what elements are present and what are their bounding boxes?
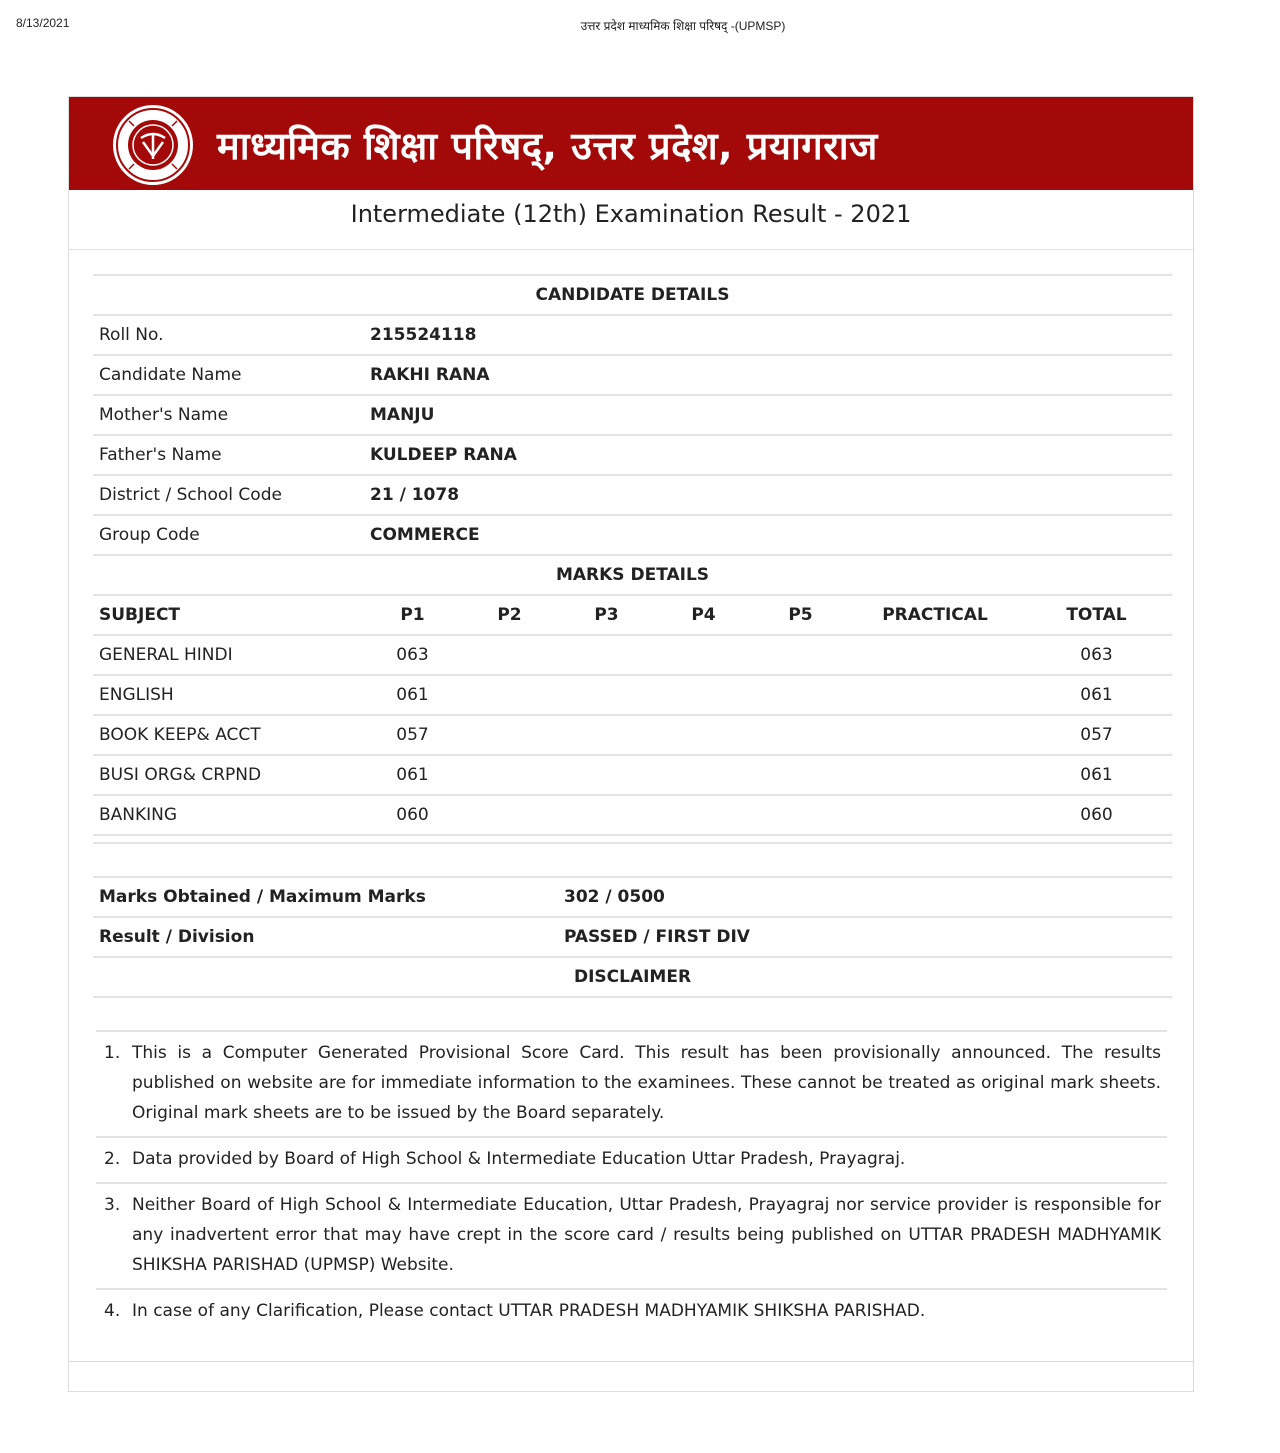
disclaimer-heading-row <box>93 957 1172 997</box>
p4-cell <box>655 675 752 715</box>
column-header-p4: P4 <box>655 595 752 635</box>
list-item-number: 2. <box>104 1149 121 1169</box>
print-date: 8/13/2021 <box>16 16 70 30</box>
board-banner <box>69 97 1193 190</box>
total-cell: 057 <box>1021 715 1172 755</box>
p5-cell <box>752 635 849 675</box>
table-gap-row <box>93 843 1172 876</box>
detail-row-father-name <box>93 435 1172 475</box>
subject-cell: BANKING <box>93 795 364 835</box>
list-item <box>96 1288 1167 1334</box>
total-cell: 061 <box>1021 755 1172 795</box>
practical-cell <box>849 635 1021 675</box>
detail-label: Father's Name <box>93 435 364 475</box>
p3-cell <box>558 675 655 715</box>
column-header-p5: P5 <box>752 595 849 635</box>
list-item-number: 4. <box>104 1301 121 1321</box>
exam-title: Intermediate (12th) Examination Result - 2021 <box>350 200 912 228</box>
column-header-p2: P2 <box>461 595 558 635</box>
p2-cell <box>461 635 558 675</box>
detail-row-roll-no <box>93 315 1172 355</box>
p2-cell <box>461 675 558 715</box>
column-header-subject: SUBJECT <box>93 595 364 635</box>
table-row <box>93 675 1172 715</box>
total-cell: 061 <box>1021 675 1172 715</box>
detail-label: Roll No. <box>93 315 364 355</box>
p1-cell: 061 <box>364 675 461 715</box>
list-item-number: 3. <box>104 1195 121 1215</box>
p5-cell <box>752 675 849 715</box>
detail-label: Mother's Name <box>93 395 364 435</box>
p2-cell <box>461 715 558 755</box>
subject-cell: BOOK KEEP& ACCT <box>93 715 364 755</box>
practical-cell <box>849 675 1021 715</box>
p4-cell <box>655 795 752 835</box>
p4-cell <box>655 715 752 755</box>
summary-row-marks <box>93 877 1172 917</box>
detail-row-mother-name <box>93 395 1172 435</box>
list-item <box>96 1182 1167 1288</box>
board-name-title: माध्यमिक शिक्षा परिषद्, उत्तर प्रदेश, प्रयागराज <box>217 124 878 168</box>
table-row <box>93 755 1172 795</box>
table-row <box>93 635 1172 675</box>
list-item <box>96 1030 1167 1136</box>
p5-cell <box>752 755 849 795</box>
p3-cell <box>558 635 655 675</box>
practical-cell <box>849 755 1021 795</box>
total-cell: 063 <box>1021 635 1172 675</box>
practical-cell <box>849 795 1021 835</box>
detail-label: District / School Code <box>93 475 364 515</box>
detail-value: 21 / 1078 <box>364 475 1172 515</box>
p1-cell: 061 <box>364 755 461 795</box>
column-header-practical: PRACTICAL <box>849 595 1021 635</box>
practical-cell <box>849 715 1021 755</box>
spacer-cell <box>93 835 1172 843</box>
p4-cell <box>655 635 752 675</box>
card-footer <box>68 1361 1194 1392</box>
detail-label: Candidate Name <box>93 355 364 395</box>
detail-row-candidate-name <box>93 355 1172 395</box>
candidate-details-heading: CANDIDATE DETAILS <box>93 275 1172 315</box>
detail-row-group-code <box>93 515 1172 554</box>
list-item-text: In case of any Clarification, Please contact UTTAR PRADESH MADHYAMIK SHIKSHA PARISHAD. <box>132 1301 926 1321</box>
detail-label: Group Code <box>93 515 364 554</box>
total-cell: 060 <box>1021 795 1172 835</box>
detail-value: COMMERCE <box>364 515 1172 554</box>
detail-value: 215524118 <box>364 315 1172 355</box>
print-page-title: उत्तर प्रदेश माध्यमिक शिक्षा परिषद् -(UPMSP) <box>580 19 786 33</box>
result-card <box>68 96 1194 1362</box>
result-division-value: PASSED / FIRST DIV <box>558 917 1172 957</box>
detail-row-district-school <box>93 475 1172 515</box>
marks-obtained-value: 302 / 0500 <box>558 877 1172 917</box>
column-header-p1: P1 <box>364 595 461 635</box>
p3-cell <box>558 795 655 835</box>
p1-cell: 063 <box>364 635 461 675</box>
list-item-number: 1. <box>104 1043 121 1063</box>
p1-cell: 057 <box>364 715 461 755</box>
candidate-details-heading-row <box>93 275 1172 315</box>
disclaimer-list <box>96 1030 1167 1334</box>
gap-cell <box>93 843 1172 876</box>
candidate-details-table <box>93 274 1172 554</box>
p1-cell: 060 <box>364 795 461 835</box>
column-header-p3: P3 <box>558 595 655 635</box>
detail-value: KULDEEP RANA <box>364 435 1172 475</box>
result-content <box>93 274 1172 998</box>
marks-details-table <box>93 554 1172 876</box>
list-item-text: Data provided by Board of High School & Intermediate Education Uttar Pradesh, Prayagraj. <box>132 1149 906 1169</box>
table-row <box>93 795 1172 835</box>
subject-cell: ENGLISH <box>93 675 364 715</box>
detail-value: MANJU <box>364 395 1172 435</box>
p2-cell <box>461 755 558 795</box>
marks-column-header-row <box>93 595 1172 635</box>
table-spacer-row <box>93 835 1172 843</box>
exam-title-bar <box>69 190 1193 250</box>
result-division-label: Result / Division <box>93 917 558 957</box>
p3-cell <box>558 755 655 795</box>
marks-details-heading-row <box>93 555 1172 595</box>
marks-obtained-label: Marks Obtained / Maximum Marks <box>93 877 558 917</box>
list-item <box>96 1136 1167 1182</box>
p5-cell <box>752 795 849 835</box>
summary-table <box>93 876 1172 998</box>
column-header-total: TOTAL <box>1021 595 1172 635</box>
subject-cell: GENERAL HINDI <box>93 635 364 675</box>
list-item-text: Neither Board of High School & Intermediate Education, Uttar Pradesh, Prayagraj nor service provider is responsible for any inadvertent error that may have crept in the score card / results being published on UTTAR PRADESH MADHYAMIK SHIKSHA PARISHAD (UPMSP) Website. <box>132 1195 1161 1275</box>
p2-cell <box>461 795 558 835</box>
p4-cell <box>655 755 752 795</box>
detail-value: RAKHI RANA <box>364 355 1172 395</box>
list-item-text: This is a Computer Generated Provisional Score Card. This result has been provisionally announced. The results published on website are for immediate information to the examinees. These cannot be treated as original mark sheets. Original mark sheets are to be issued by the Board separately. <box>132 1043 1161 1123</box>
upmsp-emblem-logo <box>112 104 194 186</box>
p3-cell <box>558 715 655 755</box>
marks-details-heading: MARKS DETAILS <box>93 555 1172 595</box>
table-row <box>93 715 1172 755</box>
summary-row-result <box>93 917 1172 957</box>
subject-cell: BUSI ORG& CRPND <box>93 755 364 795</box>
disclaimer-heading: DISCLAIMER <box>93 957 1172 997</box>
p5-cell <box>752 715 849 755</box>
